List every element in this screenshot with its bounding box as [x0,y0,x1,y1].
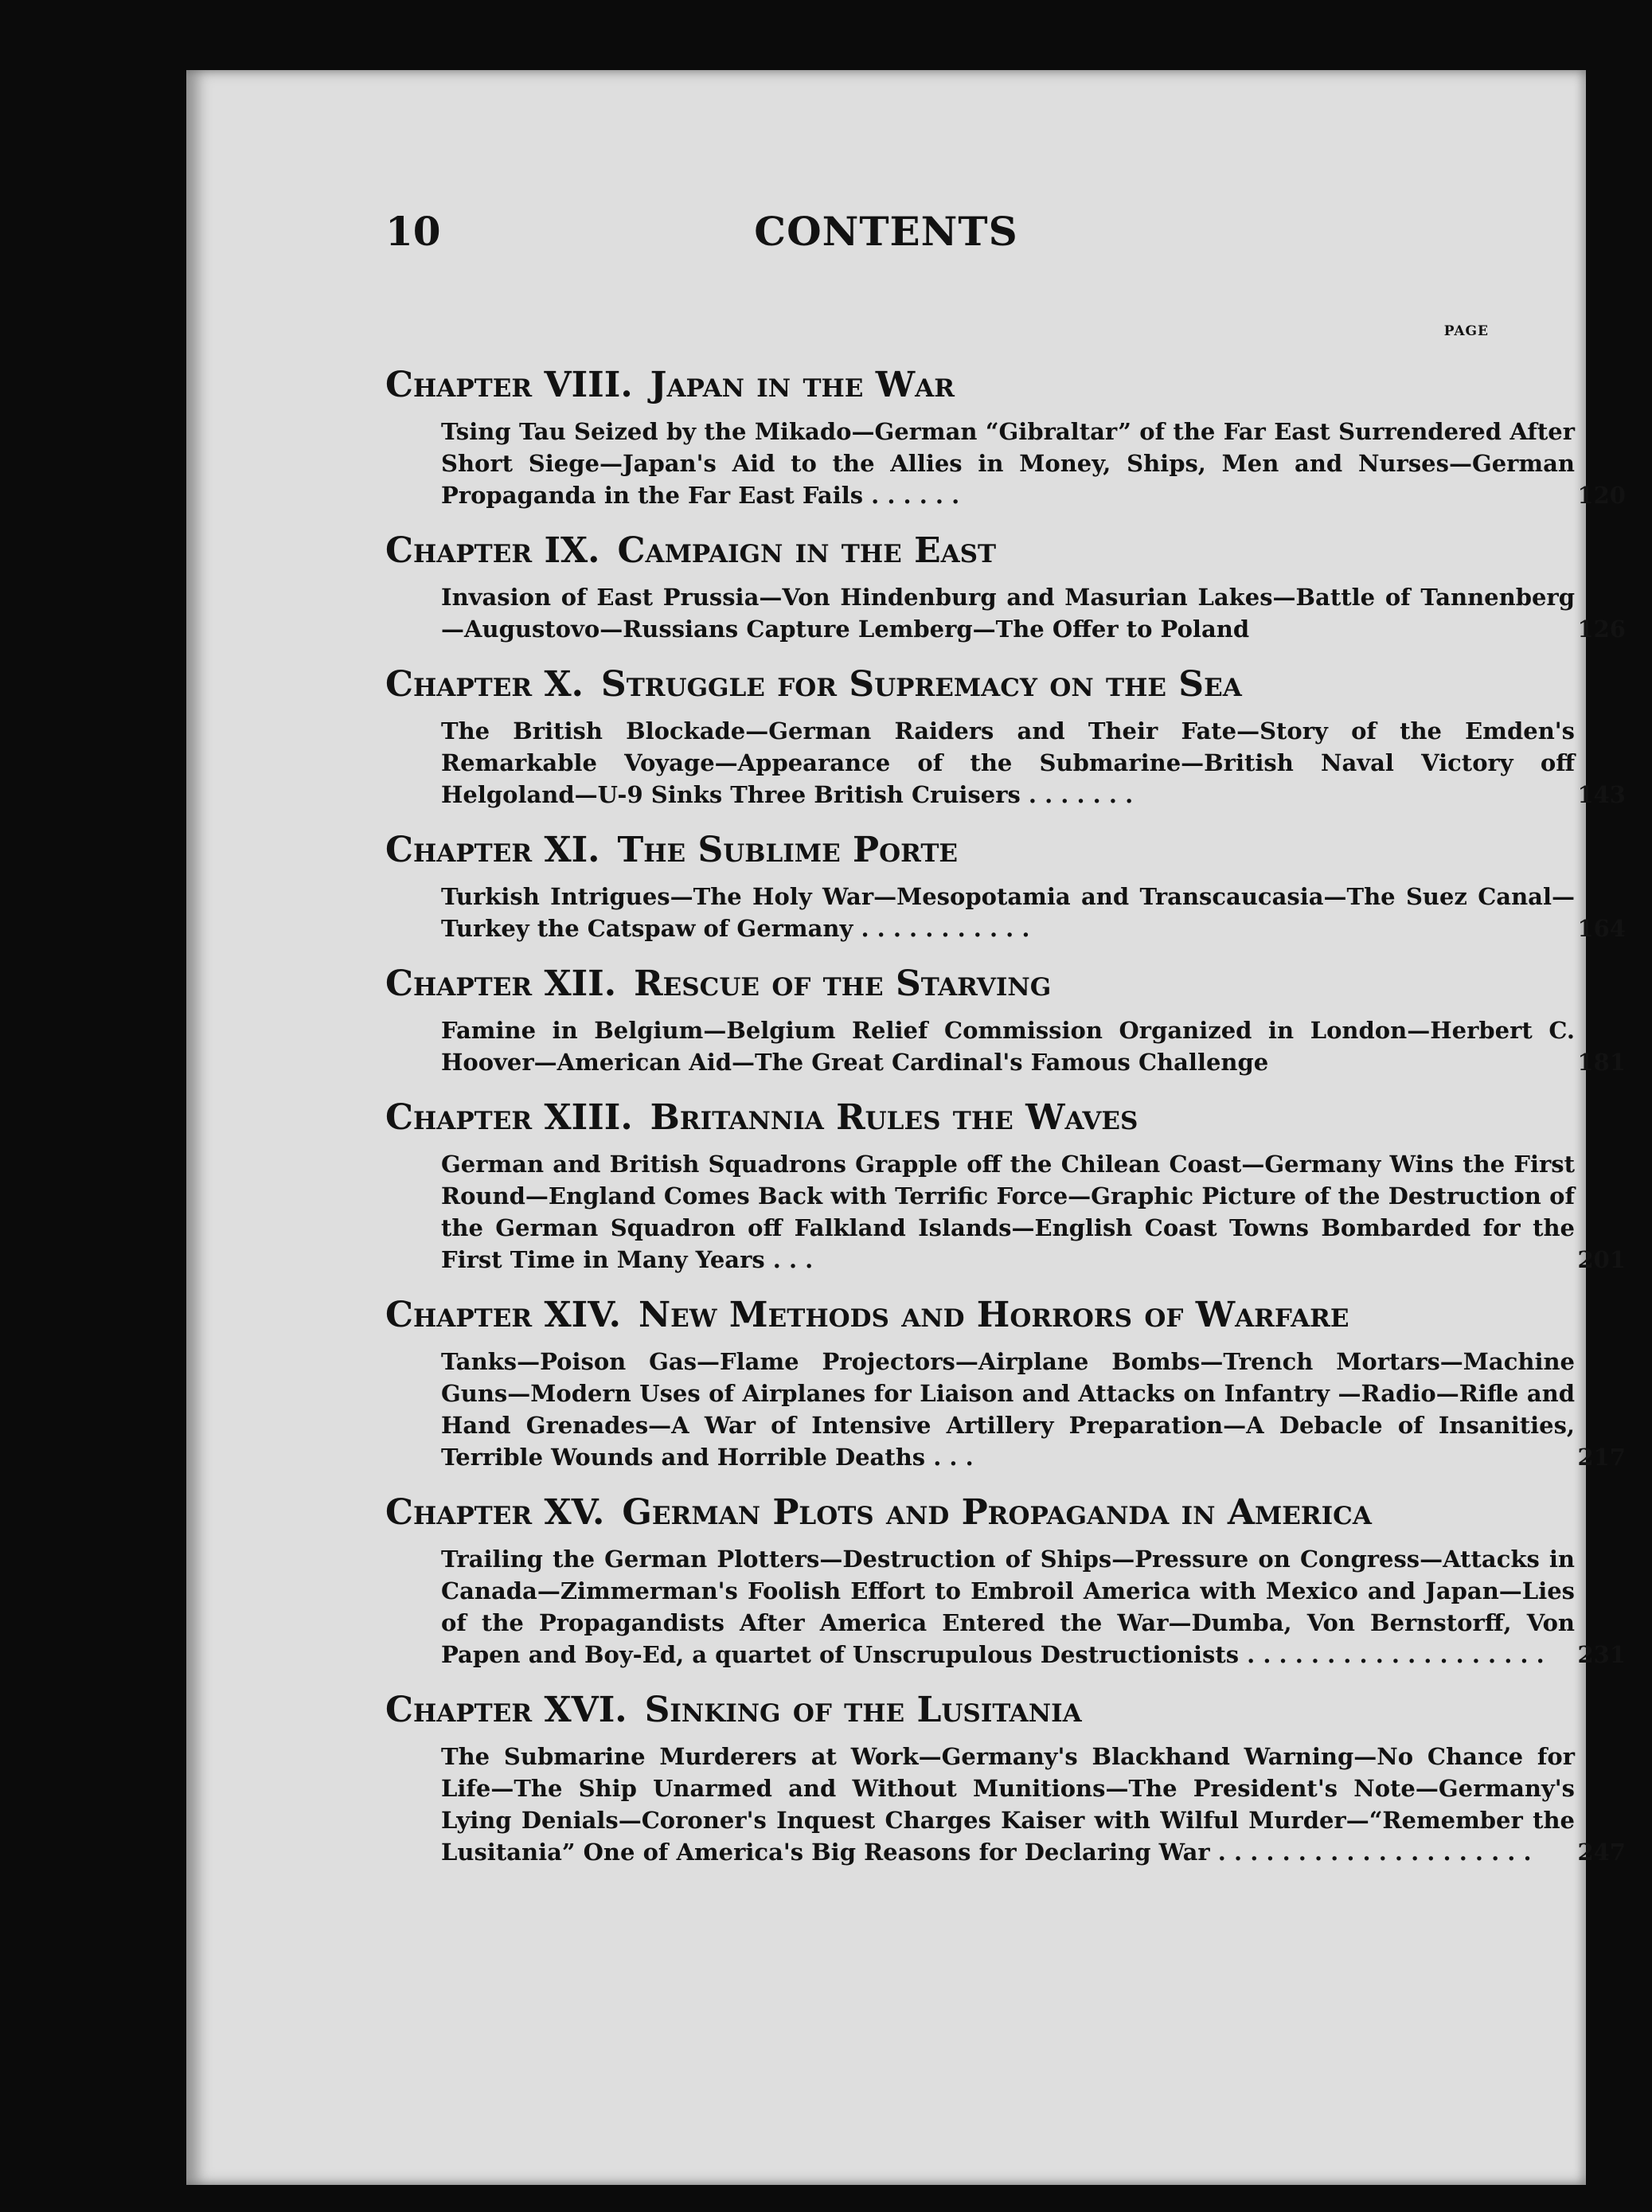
chapter-synopsis: The British Blockade—German Raiders and Their Fate—Story of the Emden's Remarkable Voyage—Appearance of the Submarine—British Naval Victory off Helgoland—U-9 Sinks Three British Cruisers . . . . . . . [441,717,1575,808]
chapter-page-number: 164 [1577,915,1626,942]
chapter-title: German Plots and Propaganda in America [622,1492,1372,1533]
chapter-synopsis-row [441,1543,1626,1671]
chapter-title: Britannia Rules the Waves [650,1097,1138,1138]
chapter-title: Campaign in the East [617,530,997,571]
chapter-page-number: 120 [1577,482,1626,509]
chapter-synopsis: The Submarine Murderers at Work—Germany's Blackhand Warning—No Chance for Life—The Ship Unarmed and Without Munitions—The President's Note—Germany's Lying Denials—Coroner's Inquest Charges Kaiser with Wilful Murder—“Remember the Lusitania” One of America's Big Reasons for Declaring War . . . . . . . . . . . . . . . . . . . . [441,1743,1575,1866]
chapter-synopsis: Famine in Belgium—Belgium Relief Commission Organized in London—Herbert C. Hoover—American Aid—The Great Cardinal's Famous Challenge [441,1017,1575,1076]
chapter-synopsis-row [441,1741,1626,1868]
chapter-heading [385,363,1626,408]
chapter-synopsis-row [441,1346,1626,1473]
chapter-synopsis: German and British Squadrons Grapple off the Chilean Coast—Germany Wins the First Round—England Comes Back with Terrific Force—Graphic Picture of the Destruction of the German Squadron off Falkland Islands—English Coast Towns Bombarded for the First Time in Many Years . . . [441,1151,1575,1273]
chapter-page-number: 231 [1577,1641,1626,1668]
page-number: 10 [385,208,441,255]
toc-entry-chapter-10 [385,662,1626,811]
chapter-number: Chapter X. [385,664,584,705]
chapter-number: Chapter XII. [385,963,617,1004]
chapter-heading [385,962,1626,1006]
toc-entry-chapter-13 [385,1096,1626,1276]
toc-entry-chapter-12 [385,962,1626,1078]
chapter-title: Rescue of the Starving [634,963,1052,1004]
chapter-synopsis: Invasion of East Prussia—Von Hindenburg and Masurian Lakes—Battle of Tannenberg—Augustovo—Russians Capture Lemberg—The Offer to Poland [441,584,1575,643]
chapter-synopsis-row [441,715,1626,811]
chapter-synopsis-row [441,1014,1626,1078]
chapter-title: Sinking of the Lusitania [644,1690,1082,1730]
chapter-synopsis-row [441,1148,1626,1276]
chapter-title: The Sublime Porte [617,830,959,870]
chapter-number: Chapter XIII. [385,1097,633,1138]
chapter-number: Chapter XI. [385,830,600,870]
chapter-page-number: 126 [1577,616,1626,643]
chapter-synopsis: Turkish Intrigues—The Holy War—Mesopotamia and Transcaucasia—The Suez Canal—Turkey the Catspaw of Germany . . . . . . . . . . . [441,883,1575,942]
chapter-title: Struggle for Supremacy on the Sea [600,664,1242,705]
toc-entry-chapter-16 [385,1688,1626,1868]
toc-entry-chapter-9 [385,529,1626,645]
toc-entry-chapter-11 [385,828,1626,944]
running-head-title: CONTENTS [754,208,1018,255]
book-page [186,70,1626,2185]
toc-entry-chapter-8 [385,363,1626,511]
chapter-heading [385,529,1626,573]
chapter-heading [385,828,1626,873]
chapter-heading [385,1096,1626,1140]
chapter-heading [385,662,1626,707]
chapter-synopsis: Tanks—Poison Gas—Flame Projectors—Airplane Bombs—Trench Mortars—Machine Guns—Modern Uses of Airplanes for Liaison and Attacks on Infantry —Radio—Rifle and Hand Grenades—A War of Intensive Artillery Preparation—A Debacle of Insanities, Terrible Wounds and Horrible Deaths . . . [441,1348,1575,1471]
chapter-heading [385,1688,1626,1733]
chapter-heading [385,1491,1626,1535]
chapter-title: Japan in the War [650,365,955,405]
chapter-synopsis-row [441,416,1626,511]
chapter-number: Chapter XVI. [385,1690,627,1730]
toc-entry-chapter-15 [385,1491,1626,1671]
chapter-synopsis: Trailing the German Plotters—Destruction of Ships—Pressure on Congress—Attacks in Canada—Zimmerman's Foolish Effort to Embroil America with Mexico and Japan—Lies of the Propagandists After America Entered the War—Dumba, Von Bernstorff, Von Papen and Boy-Ed, a quartet of Unscrupulous Destructionists . . . . . . . . . . . . . . . . . . . [441,1546,1575,1668]
chapter-heading [385,1293,1626,1338]
chapter-synopsis-row [441,581,1626,645]
chapter-page-number: 143 [1577,781,1626,808]
chapter-page-number: 247 [1577,1839,1626,1866]
chapter-number: Chapter XIV. [385,1295,621,1335]
chapter-number: Chapter XV. [385,1492,605,1533]
chapter-page-number: 181 [1577,1049,1626,1076]
chapter-synopsis-row [441,881,1626,944]
chapter-title: New Methods and Horrors of Warfare [638,1295,1349,1335]
toc-entry-chapter-14 [385,1293,1626,1473]
chapter-number: Chapter VIII. [385,365,633,405]
page-column-label: PAGE [1443,323,1489,339]
chapter-synopsis: Tsing Tau Seized by the Mikado—German “Gibraltar” of the Far East Surrendered After Short Siege—Japan's Aid to the Allies in Money, Ships, Men and Nurses—German Propaganda in the Far East Fails . . . . . . [441,418,1575,509]
chapter-number: Chapter IX. [385,530,600,571]
chapter-page-number: 201 [1577,1246,1626,1273]
chapter-page-number: 217 [1577,1444,1626,1471]
table-of-contents [385,363,1626,1886]
